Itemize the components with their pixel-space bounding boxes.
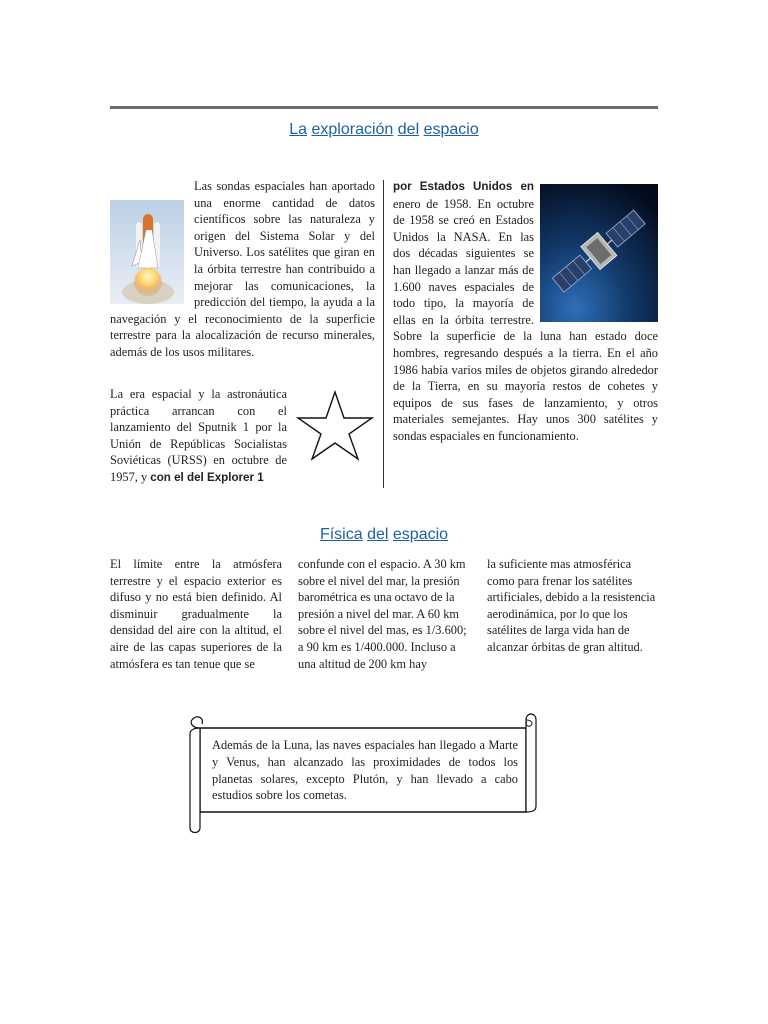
- physics-column-2: confunde con el espacio. A 30 km sobre el nivel del mar, la presión barométrica es una octavo de la presión a nivel del mar. A 60 km sobre el nivel del mas, es 1/3.600; a 90 km es 1/400.000. Incluso a una altitud de 200 km hay: [298, 557, 467, 671]
- intro-paragraph: [110, 178, 375, 361]
- title-word: del: [397, 121, 420, 138]
- intro-text: Las sondas espaciales han aportado una enorme cantidad de datos científicos sobre las naturaleza y origen del Sistema Solar y del Universo. Los satélites que giran en la órbita terrestre han contribuido a mejorar las comunicaciones, la predicción del tiempo, la ayuda a la navegación y el reconocimiento de la superficie terrestre para la alocalización de recurso minerales, además de los usos militares.: [110, 179, 375, 359]
- rocket-icon: [110, 200, 184, 304]
- physics-column-1: El límite entre la atmósfera terrestre y el espacio exterior es difuso y no está bien definido. Al disminuir gradualmente la densidad del aire con la altitud, el aire de las capas superiores de la atmósfera es tan tenue que se: [110, 557, 282, 671]
- title-word: espacio: [392, 526, 449, 543]
- nasa-bold-text: por Estados Unidos en: [393, 180, 534, 193]
- space-age-paragraph: [110, 386, 375, 487]
- title-word: La: [289, 121, 308, 138]
- nasa-text: enero de 1958. En octubre de 1958 se creó en Estados Unidos la NASA. En las dos décadas siguientes se han llegado a lanzar más de 1.600 naves espaciales de todo tipo, la mayoría de ellas en la órbita terrestre. Sobre la superficie de la luna han estado doce hombres, regresando después a la tierra. En el año 1986 había varios miles de objetos girando alrededor de la Tierra, en su mayoría restos de cohetes y equipos de sus fases de lanzamiento, y otros materiales semejantes. Hay unos 300 satélites y sondas espaciales en funcionamiento.: [393, 196, 658, 443]
- physics-column-3: la suficiente mas atmosférica como para frenar los satélites artificiales, debido a la resistencia aerodinámica, por lo que los satélites de larga vida han de alcanzar órbitas de gran altitud.: [487, 557, 656, 654]
- space-age-text: La era espacial y la astronáutica práctica arrancan con el lanzamiento del Sputnik 1 por la Unión de Repúblicas Socialistas Soviéticas (URSS) en octubre de 1957, y: [110, 387, 287, 484]
- explorer-text: con el del Explorer 1: [150, 470, 264, 484]
- nasa-paragraph: [393, 178, 658, 445]
- title-word: Física: [319, 526, 363, 543]
- title-word: exploración: [311, 121, 394, 138]
- title-word: espacio: [423, 121, 479, 138]
- star-icon: [295, 388, 375, 462]
- title-word: del: [367, 526, 389, 543]
- scroll-note: Además de la Luna, las naves espaciales han llegado a Marte y Venus, han alcanzado las proximidades de todos los planetas solares, excepto Plutón, y han llevado a cabo estudios sobre los cometas.: [212, 738, 518, 803]
- section-title: [110, 526, 658, 544]
- top-rule: [110, 106, 658, 109]
- page-title: [110, 121, 658, 139]
- column-divider: [383, 180, 384, 488]
- satellite-icon: [540, 184, 658, 322]
